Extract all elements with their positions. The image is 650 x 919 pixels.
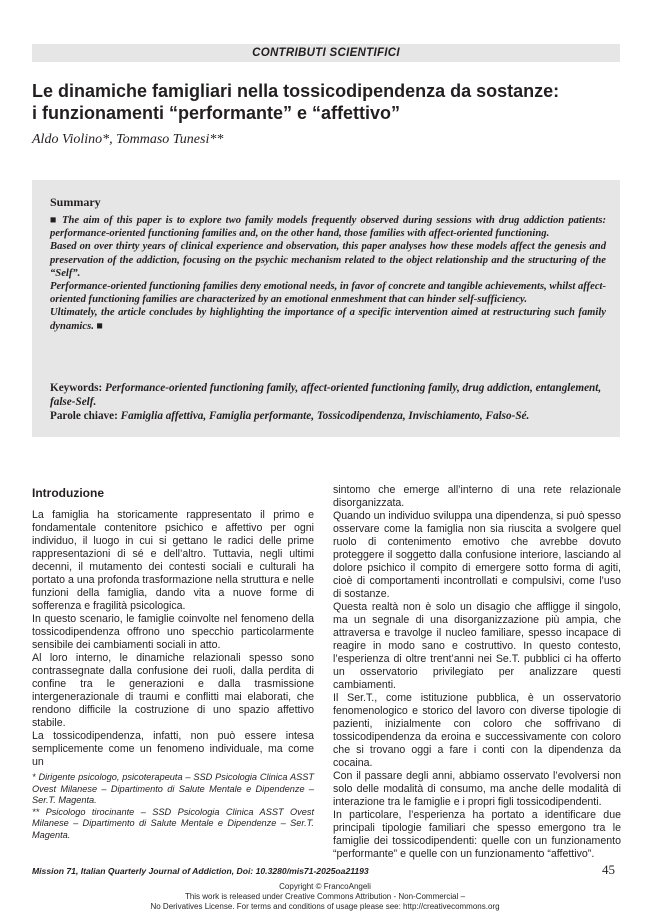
summary-paragraph: Based on over thirty years of clinical experience and observation, this paper analyses how these models affect the genesis and preservation of the addiction, focusing on the psychic mechanism related to the object relationship and the structuring of the “Self”. (50, 241, 606, 279)
article-title (32, 80, 622, 124)
footnote: ** Psicologo tirocinante – SSD Psicologia Clinica ASST Ovest Milanese – Dipartimento di Salute Mentale e Dipendenze – Ser.T. Magenta. (32, 806, 314, 840)
body-paragraph: Con il passare degli anni, abbiamo osservato l’evolversi non solo delle modalità di consumo, ma anche delle modalità di interazione tra le famiglie e i propri figli tossicodipendenti. (333, 770, 621, 808)
page-number: 45 (602, 862, 615, 877)
journal-citation: Mission 71, Italian Quarterly Journal of Addiction, Doi: 10.3280/mis71-2025oa21193 (32, 866, 369, 876)
summary-paragraph: ■ The aim of this paper is to explore two family models frequently observed during sessions with drug addiction patients: performance-oriented functioning families and, on the other hand, those families with affect-oriented functioning. (50, 215, 606, 240)
parole-chiave-line (50, 409, 606, 423)
summary-heading: Summary (50, 195, 101, 209)
summary-body (50, 214, 606, 333)
section-heading-introduzione: Introduzione (32, 486, 104, 500)
keywords-value: Performance-oriented functioning family, affect-oriented functioning family, drug addiction, entanglement, false-Self. (50, 382, 602, 408)
body-paragraph: La tossicodipendenza, infatti, non può essere intesa semplicemente come un fenomeno individuale, ma come un (32, 730, 314, 768)
article-title-line-2: i funzionamenti “performante” e “affettivo” (32, 103, 401, 123)
parole-chiave-label: Parole chiave: (50, 410, 118, 422)
license-line: This work is released under Creative Commons Attribution - Non-Commercial – (184, 892, 466, 901)
summary-paragraph: Ultimately, the article concludes by highlighting the importance of a specific intervention aimed at restructuring such family dynamics. ■ (50, 307, 606, 332)
body-paragraph: Quando un individuo sviluppa una dipendenza, si può spesso osservare come la famiglia non sia riuscita a svolgere quel ruolo di contenimento emotivo che avrebbe dovuto proteggere il soggetto dalla confusione interiore, lasciando al dolore psichico il compito di emergere sotto forma di agiti, cioè di comportamenti incontrollati e compulsivi, come l’uso di sostanze. (333, 510, 622, 600)
article-title-line-1: Le dinamiche famigliari nella tossicodipendenza da sostanze: (32, 81, 560, 101)
summary-paragraph: Performance-oriented functioning families deny emotional needs, in favor of concrete and tangible achievements, whilst affect-oriented functioning families are characterized by an emotional enmeshment that can hinder self-sufficiency. (50, 281, 606, 306)
keywords-label: Keywords: (50, 382, 103, 394)
body-paragraph: Al loro interno, le dinamiche relazionali spesso sono contrassegnate dalla confusione dei ruoli, dalla perdita di confine tra le generazioni e dalla trasmissione intergenerazionale di traumi e conflitti mai elaborati, che rendono difficile la costruzione di uno spazio affettivo stabile. (32, 652, 314, 729)
body-paragraph: In particolare, l’esperienza ha portato a identificare due principali tipologie familiari che spesso emergono tra le famiglie dei tossicodipendenti: quelle con un funzionamento “performante” e quelle con un funzionamento “affettivo”. (333, 809, 621, 860)
body-paragraph: Questa realtà non è solo un disagio che affligge il singolo, ma un segnale di una disorganizzazione più ampia, che attraversa e travolge il nucleo familiare, spesso incapace di reagire in modo sano e costruttivo. In questo contesto, l’esperienza di oltre trent’anni nei Se.T. pubblici ci ha offerto un osservatorio privilegiato per analizzare questi cambiamenti. (333, 601, 621, 691)
body-column-left (32, 509, 314, 769)
license-link-line: No Derivatives License. For terms and conditions of usage please see: http://creativecommons.org (150, 902, 500, 911)
body-paragraph: La famiglia ha storicamente rappresentato il primo e fondamentale contenitore psichico e affettivo per ogni individuo, il luogo in cui si gettano le radici delle prime rappresentazioni di sé e dell’altro. Tuttavia, negli ultimi decenni, il mutamento dei contesti sociali e culturali ha portato a una profonda trasformazione nella struttura e nelle funzioni della famiglia, dando vita a nuove forme di sofferenza e fragilità psicologica. (32, 509, 314, 612)
parole-chiave-value: Famiglia affettiva, Famiglia performante, Tossicodipendenza, Invischiamento, Falso-Sé. (120, 410, 530, 422)
footnotes (32, 772, 314, 842)
footnote: * Dirigente psicologo, psicoterapeuta – SSD Psicologia Clinica ASST Ovest Milanese – Dipartimento di Salute Mentale e Dipendenze – Ser.T. Magenta. (32, 772, 314, 806)
body-paragraph: sintomo che emerge all’interno di una rete relazionale disorganizzata. (333, 484, 621, 509)
body-paragraph: Il Ser.T., come istituzione pubblica, è un osservatorio fenomenologico e storico del lavoro con diverse tipologie di pazienti, inizialmente con coloro che soffrivano di tossicodipendenza da eroina e successivamente con coloro che si trovano oggi a fare i conti con la dipendenza da cocaina. (333, 692, 621, 769)
body-paragraph: In questo scenario, le famiglie coinvolte nel fenomeno della tossicodipendenza offrono uno specchio particolarmente sensibile dei cambiamenti sociali in atto. (32, 613, 314, 651)
body-column-right (333, 484, 621, 861)
keywords-line (50, 381, 606, 409)
authors: Aldo Violino*, Tommaso Tunesi** (32, 132, 224, 147)
copyright-notice (0, 882, 650, 912)
section-banner: CONTRIBUTI SCIENTIFICI (32, 44, 620, 62)
copyright-line: Copyright © FrancoAngeli (279, 882, 371, 891)
keywords-block (50, 381, 606, 423)
